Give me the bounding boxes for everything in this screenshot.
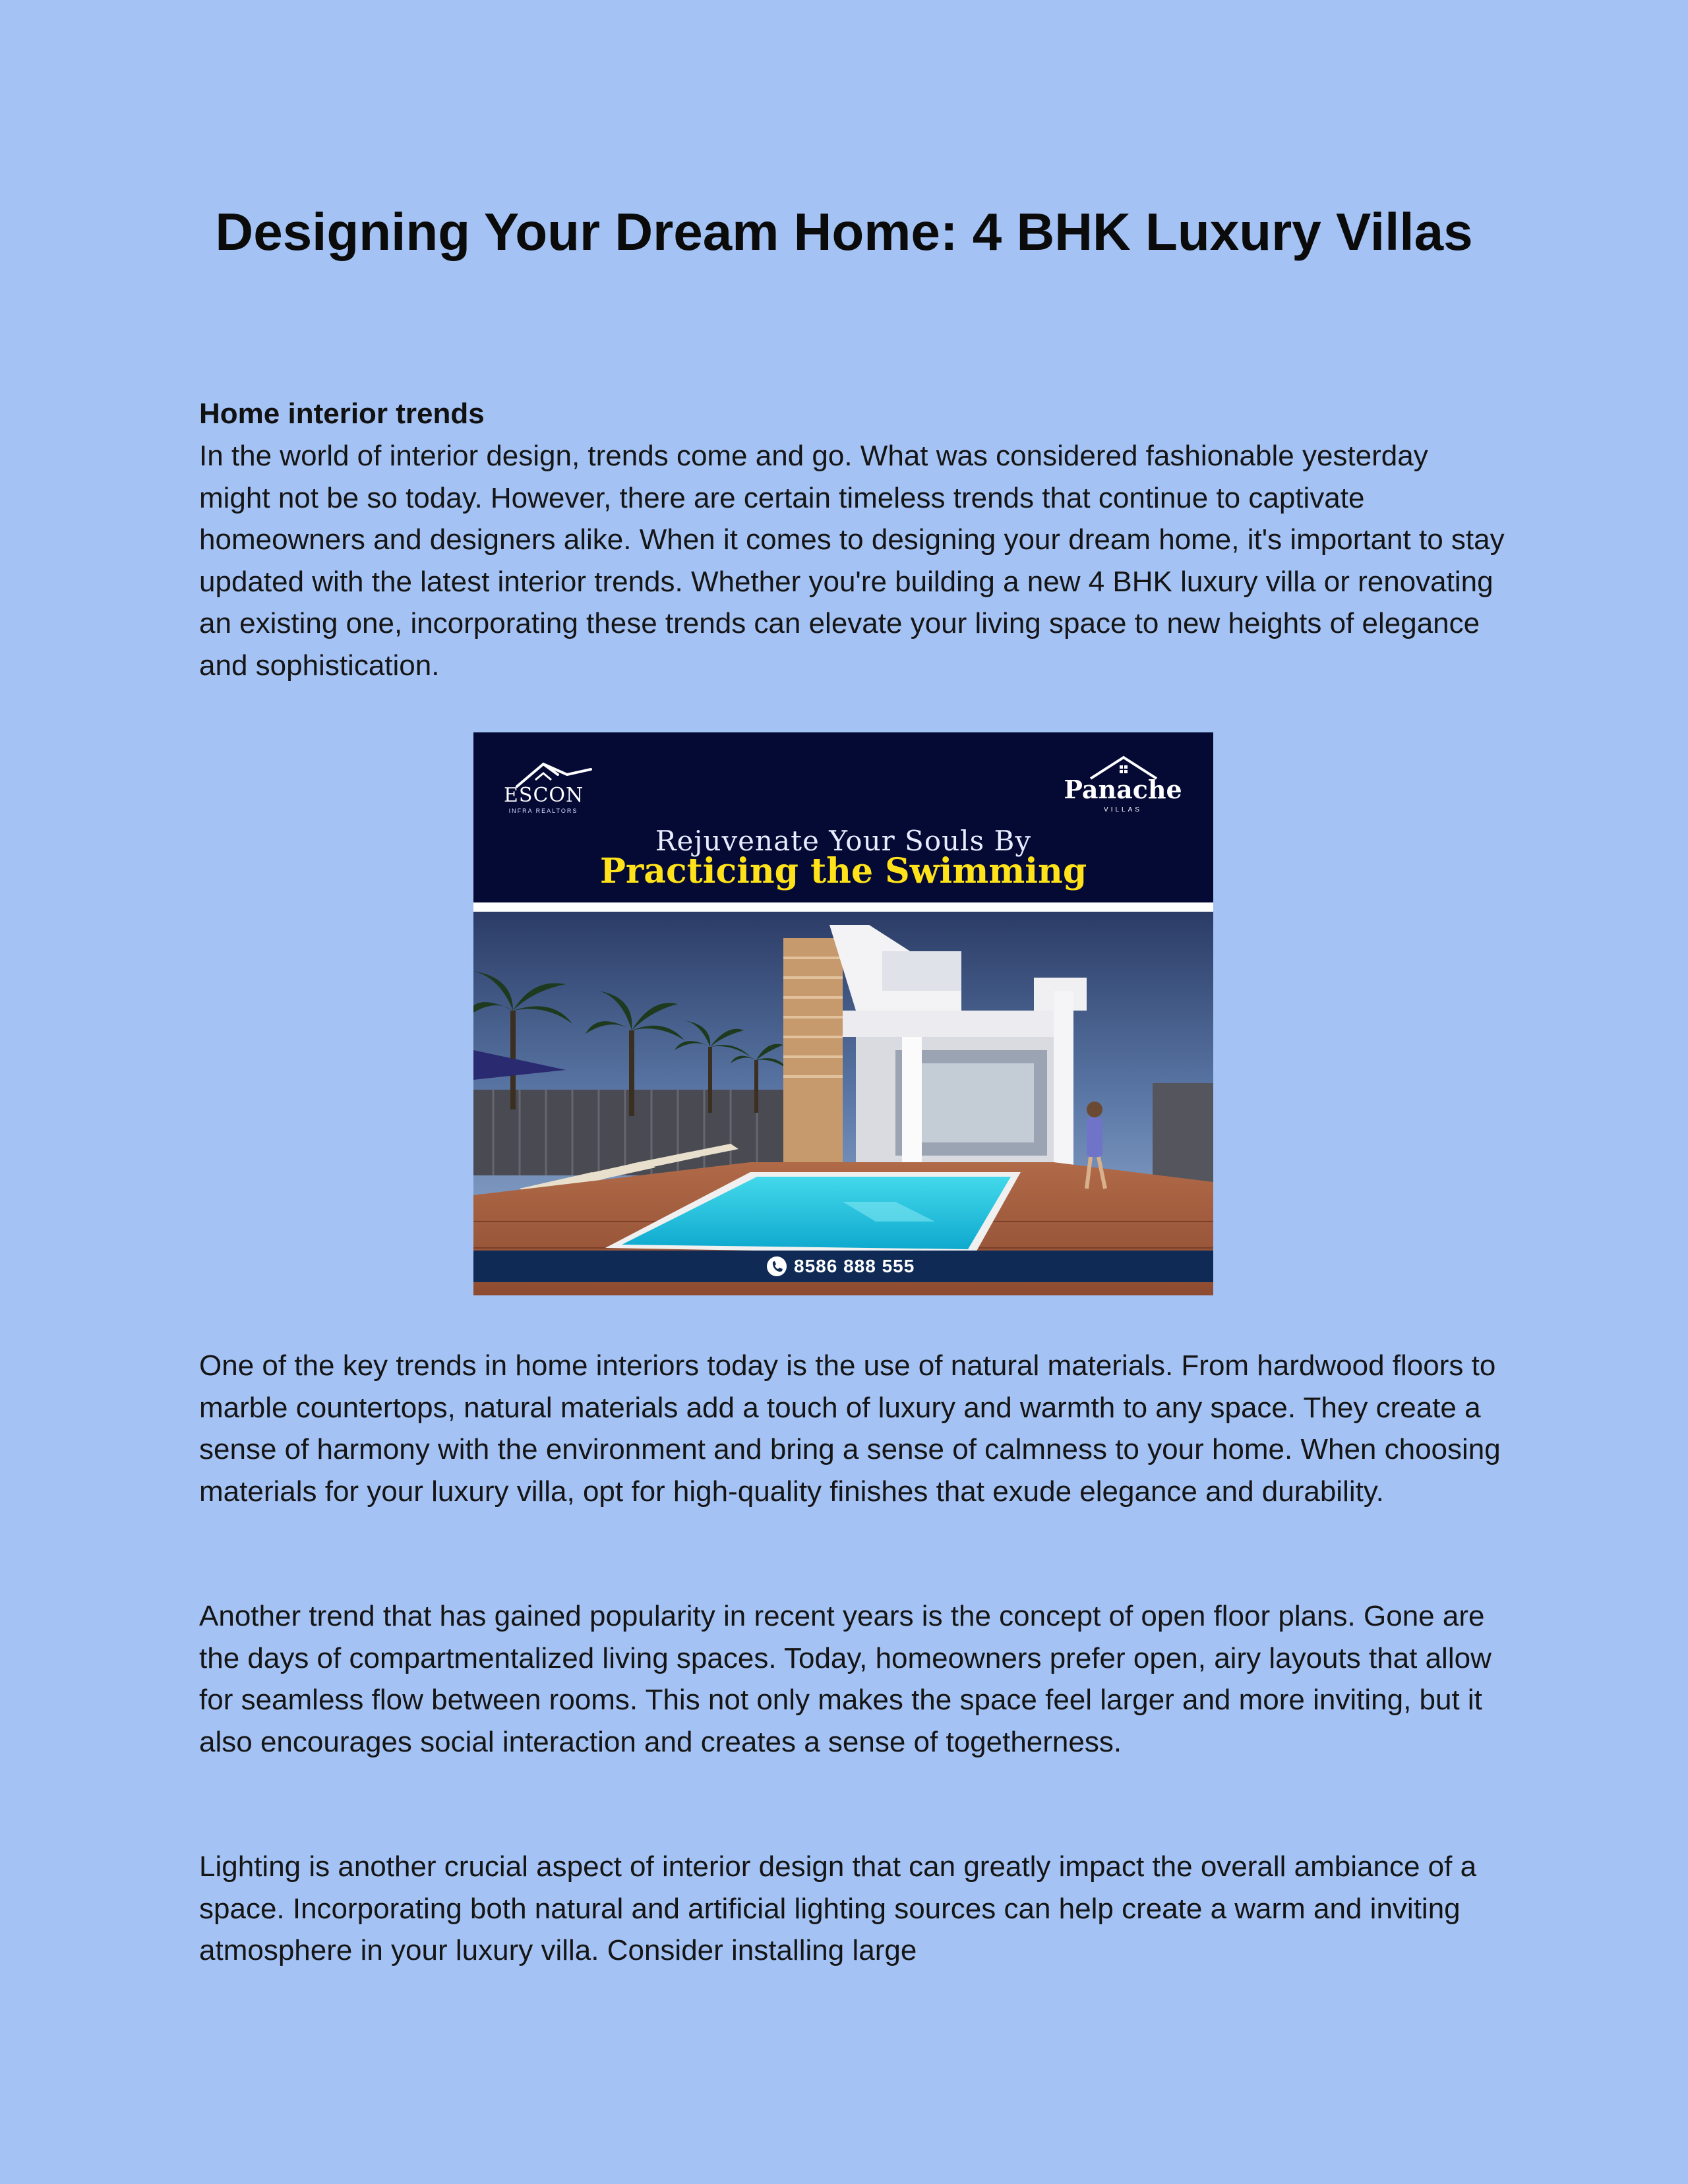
escon-logo-text: ESCON (504, 784, 584, 807)
promo-headline-line1: Rejuvenate Your Souls By (655, 825, 1032, 857)
page-title: Designing Your Dream Home: 4 BHK Luxury Villas (215, 202, 1473, 261)
phone-icon (766, 1256, 787, 1277)
panache-logo-text: Panache (1064, 775, 1182, 804)
promo-divider (473, 902, 1213, 912)
promo-image (473, 732, 1213, 1295)
paragraph-open-floor-plans: Another trend that has gained popularity in recent years is the concept of open floor plans. Gone are the days of compartmentalized living spaces. Today, homeowners prefer open, airy layouts that allow for seamless flow between rooms. This not only makes the space feel larger and more inviting, but it also encourages social interaction and creates a sense of togetherness. (199, 1600, 1492, 1758)
paragraph-lighting: Lighting is another crucial aspect of interior design that can greatly impact the overall ambiance of a space. Incorporating both natural and artificial lighting sources can help create a warm and inviting atmosphere in your luxury villa. Consider installing large (199, 1850, 1477, 1966)
villa-pool-scene (473, 912, 1213, 1295)
promo-headline-line2: Practicing the Swimming (599, 851, 1087, 891)
phone-number: 8586 888 555 (794, 1256, 915, 1276)
section-heading: Home interior trends (199, 398, 485, 430)
paragraph-intro: In the world of interior design, trends come and go. What was considered fashionable yesterday might not be so today. However, there are certain timeless trends that continue to captivate homeowners and designers alike. When it comes to designing your dream home, it's important to stay updated with the latest interior trends. Whether you're building a new 4 BHK luxury villa or renovating an existing one, incorporating these trends can elevate your living space to new heights of elegance and sophistication. (199, 440, 1505, 682)
panache-logo-subtext: VILLAS (1104, 806, 1142, 813)
paragraph-natural-materials: One of the key trends in home interiors today is the use of natural materials. From hardwood floors to marble countertops, natural materials add a touch of luxury and warmth to any space. They create a sense of harmony with the environment and bring a sense of calmness to your home. When choosing materials for your luxury villa, opt for high-quality finishes that exude elegance and durability. (199, 1349, 1501, 1508)
escon-logo-subtext: INFRA REALTORS (508, 808, 578, 814)
